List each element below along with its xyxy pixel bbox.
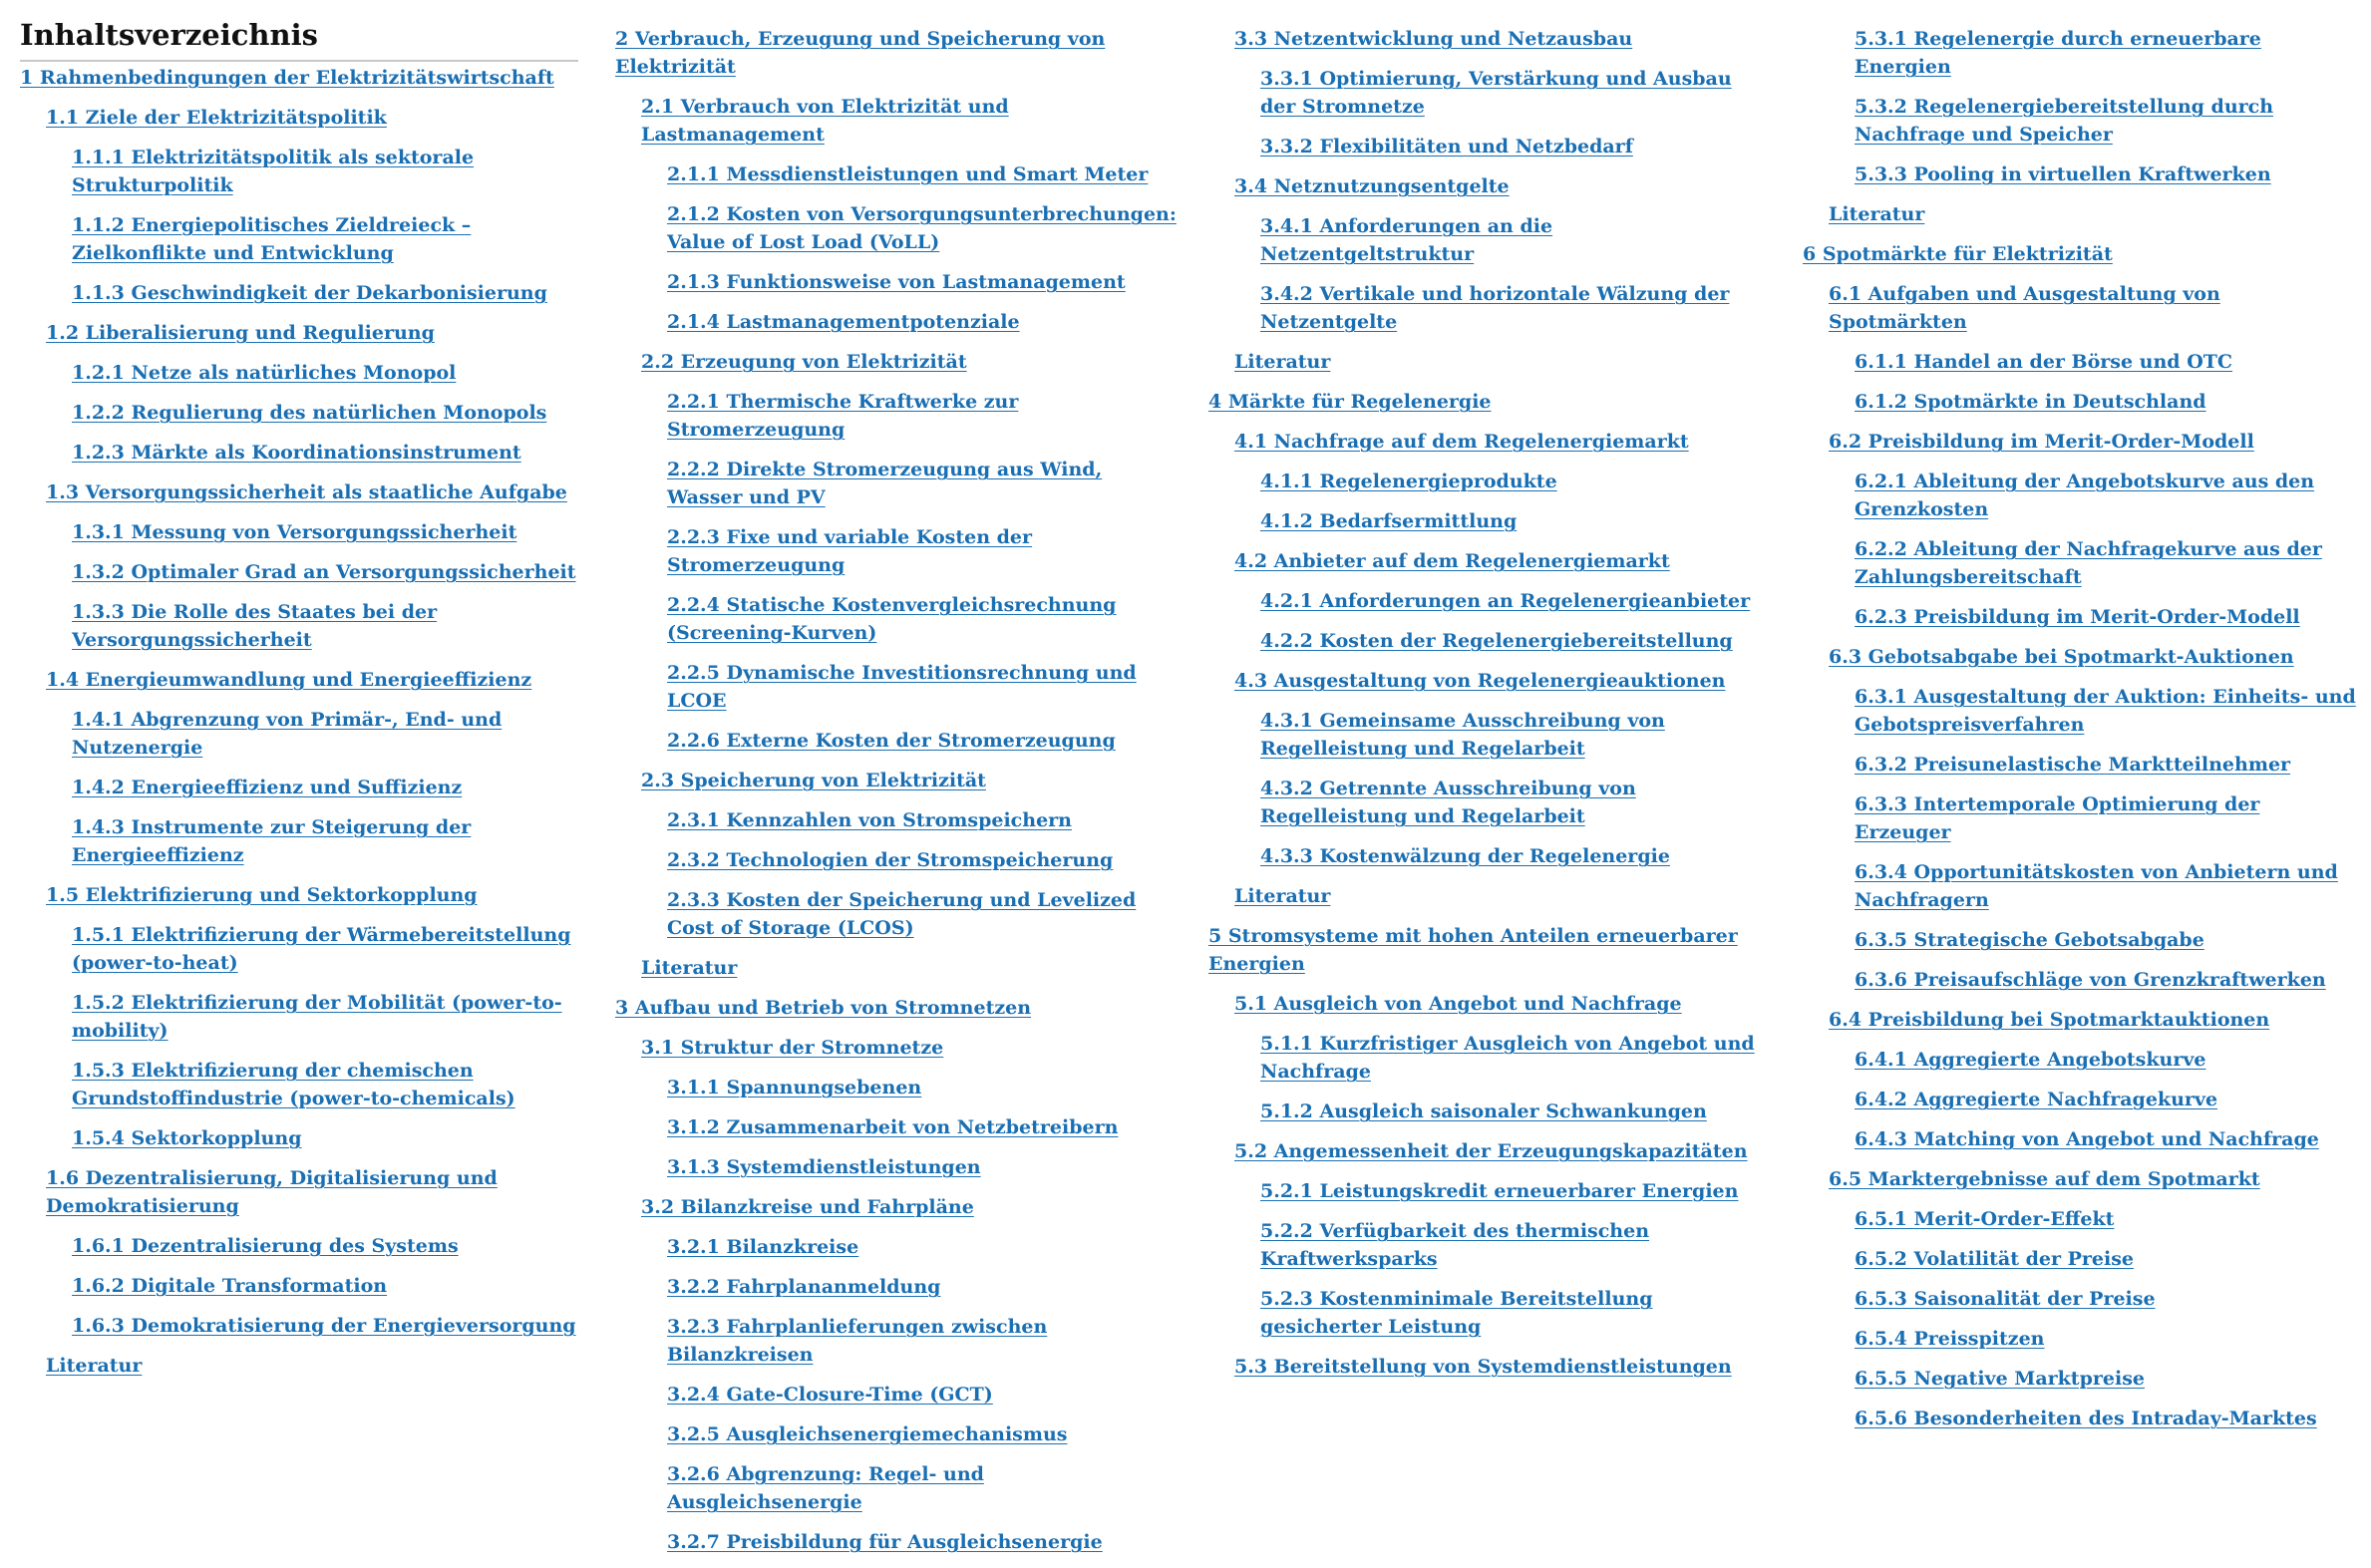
toc-entry — [1803, 240, 2361, 268]
toc-link-level-3[interactable]: 5.3.2 Regelenergiebereitstellung durch Nachfrage und Speicher — [1855, 96, 2274, 146]
toc-column-4 — [1803, 0, 2361, 1444]
toc-entry — [1803, 160, 2361, 188]
toc-entry — [1208, 1217, 1772, 1273]
toc-link-level-2[interactable]: 4.1 Nachfrage auf dem Regelenergiemarkt — [1234, 431, 1689, 453]
toc-entry — [615, 456, 1179, 511]
toc-entry — [615, 1528, 1179, 1556]
toc-link-level-2[interactable]: 5.2 Angemessenheit der Erzeugungskapazitäten — [1234, 1140, 1748, 1162]
toc-link-level-3[interactable]: 2.3.1 Kennzahlen von Stromspeichern — [667, 809, 1072, 831]
toc-entry — [20, 666, 578, 694]
toc-link-level-3[interactable]: 2.1.1 Messdienstleistungen und Smart Meter — [667, 163, 1149, 185]
toc-entry — [1208, 1353, 1772, 1381]
toc-link-level-2[interactable]: 6.2 Preisbildung im Merit-Order-Modell — [1829, 431, 2254, 453]
toc-link-level-3[interactable]: 4.2.2 Kosten der Regelenergiebereitstellung — [1260, 630, 1733, 652]
toc-link-level-3[interactable]: 3.2.2 Fahrplananmeldung — [667, 1276, 941, 1298]
toc-entry — [1208, 667, 1772, 695]
toc-link-level-3[interactable]: 3.4.1 Anforderungen an die Netzentgeltstruktur — [1260, 215, 1553, 265]
toc-entry — [1803, 428, 2361, 456]
toc-entry — [1803, 1205, 2361, 1233]
toc-link-level-3[interactable]: 6.2.2 Ableitung der Nachfragekurve aus der Zahlungsbereitschaft — [1855, 538, 2322, 588]
toc-link-level-3[interactable]: 6.5.4 Preisspitzen — [1855, 1328, 2045, 1350]
toc-entry — [615, 727, 1179, 755]
toc-entry — [20, 211, 578, 267]
toc-link-level-2[interactable]: 2.2 Erzeugung von Elektrizität — [641, 351, 967, 373]
toc-list — [1803, 25, 2361, 1432]
toc-link-level-3[interactable]: 6.4.3 Matching von Angebot und Nachfrage — [1855, 1128, 2319, 1150]
toc-column-3 — [1208, 0, 1772, 1393]
toc-link-level-3[interactable]: 3.2.1 Bilanzkreise — [667, 1236, 859, 1258]
toc-link-level-1[interactable]: 2 Verbrauch, Erzeugung und Speicherung von Elektrizität — [615, 28, 1106, 78]
toc-entry — [20, 1312, 578, 1340]
toc-entry — [615, 1193, 1179, 1221]
toc-link-level-3[interactable]: 6.3.3 Intertemporale Optimierung der Erzeuger — [1855, 793, 2260, 843]
toc-entry — [1803, 25, 2361, 81]
toc-link-level-2[interactable]: 3.1 Struktur der Stromnetze — [641, 1037, 944, 1059]
toc-link-level-3[interactable]: 1.6.3 Demokratisierung der Energieversorgung — [72, 1314, 576, 1337]
toc-link-level-3[interactable]: 3.2.7 Preisbildung für Ausgleichsenergie — [667, 1531, 1103, 1553]
toc-link-level-1[interactable]: 1 Rahmenbedingungen der Elektrizitätswirtschaft — [20, 66, 554, 89]
toc-link-level-3[interactable]: 2.2.2 Direkte Stromerzeugung aus Wind, Wasser und PV — [667, 459, 1103, 508]
toc-link-level-3[interactable]: 5.2.2 Verfügbarkeit des thermischen Kraftwerksparks — [1260, 1220, 1650, 1270]
toc-entry — [615, 1460, 1179, 1516]
toc-link-level-3[interactable]: 1.5.1 Elektrifizierung der Wärmebereitstellung (power-to-heat) — [72, 923, 571, 974]
toc-entry — [1208, 280, 1772, 336]
toc-link-level-3[interactable]: 4.3.1 Gemeinsame Ausschreibung von Regelleistung und Regelarbeit — [1260, 710, 1665, 760]
toc-link-level-2[interactable]: 1.1 Ziele der Elektrizitätspolitik — [46, 106, 387, 129]
toc-link-level-3[interactable]: 2.1.2 Kosten von Versorgungsunterbrechungen: Value of Lost Load (VoLL) — [667, 203, 1177, 253]
toc-link-level-3[interactable]: 1.4.1 Abgrenzung von Primär-, End- und Nutzenergie — [72, 708, 503, 759]
toc-link-level-3[interactable]: 1.3.1 Messung von Versorgungssicherheit — [72, 520, 517, 543]
toc-link-level-3[interactable]: 6.3.6 Preisaufschläge von Grenzkraftwerken — [1855, 969, 2326, 991]
toc-link-level-3[interactable]: 2.2.1 Thermische Kraftwerke zur Stromerzeugung — [667, 391, 1019, 441]
toc-entry — [20, 1232, 578, 1260]
toc-entry — [1803, 388, 2361, 416]
toc-entry — [1208, 1030, 1772, 1086]
toc-entry — [1208, 507, 1772, 535]
toc-entry — [1803, 1165, 2361, 1193]
toc-entry — [20, 518, 578, 546]
toc-entry — [1803, 280, 2361, 336]
toc-entry — [615, 1153, 1179, 1181]
toc-entry — [615, 846, 1179, 874]
toc-link-level-3[interactable]: 5.2.1 Leistungskredit erneuerbarer Energien — [1260, 1180, 1739, 1202]
toc-link-level-3[interactable]: 1.2.2 Regulierung des natürlichen Monopols — [72, 401, 547, 424]
toc-entry — [1803, 683, 2361, 739]
toc-link-level-3[interactable]: 6.5.3 Saisonalität der Preise — [1855, 1288, 2156, 1310]
toc-link-level-3[interactable]: 6.5.2 Volatilität der Preise — [1855, 1248, 2134, 1270]
toc-entry — [615, 348, 1179, 376]
toc-entry — [615, 160, 1179, 188]
toc-link-level-3[interactable]: 5.1.2 Ausgleich saisonaler Schwankungen — [1260, 1100, 1707, 1122]
toc-link-level-3[interactable]: 3.1.3 Systemdienstleistungen — [667, 1156, 981, 1178]
toc-link-level-3[interactable]: 3.2.3 Fahrplanlieferungen zwischen Bilanzkreisen — [667, 1316, 1048, 1366]
toc-entry — [20, 1272, 578, 1300]
toc-entry — [20, 1124, 578, 1152]
toc-entry — [1803, 468, 2361, 523]
toc-link-level-3[interactable]: 3.4.2 Vertikale und horizontale Wälzung der Netzentgelte — [1260, 283, 1730, 333]
toc-link-level-2[interactable]: 1.3 Versorgungssicherheit als staatliche Aufgabe — [46, 480, 567, 503]
toc-entry — [1803, 1086, 2361, 1113]
toc-entry — [1803, 535, 2361, 591]
toc-entry — [1208, 922, 1772, 978]
toc-link-level-1[interactable]: 6 Spotmärkte für Elektrizität — [1803, 243, 2113, 265]
toc-entry — [1208, 1098, 1772, 1125]
toc-entry — [20, 881, 578, 909]
toc-entry — [1208, 388, 1772, 416]
toc-link-level-3[interactable]: 3.2.5 Ausgleichsenergiemechanismus — [667, 1423, 1068, 1445]
toc-link-level-2[interactable]: 4.3 Ausgestaltung von Regelenergieauktionen — [1234, 670, 1726, 692]
toc-entry — [20, 813, 578, 869]
toc-entry — [615, 1233, 1179, 1261]
toc-list — [20, 64, 578, 1380]
toc-link-level-1[interactable]: 3 Aufbau und Betrieb von Stromnetzen — [615, 997, 1032, 1019]
toc-link-level-3[interactable]: 1.1.1 Elektrizitätspolitik als sektorale Strukturpolitik — [72, 146, 475, 196]
toc-link-level-3[interactable]: 1.4.2 Energieeffizienz und Suffizienz — [72, 776, 463, 798]
toc-link-level-2[interactable]: 5.3 Bereitstellung von Systemdienstleistungen — [1234, 1356, 1732, 1378]
toc-link-level-2[interactable]: 5.1 Ausgleich von Angebot und Nachfrage — [1234, 993, 1682, 1015]
toc-column-2 — [615, 0, 1179, 1568]
toc-link-level-3[interactable]: 6.5.5 Negative Marktpreise — [1855, 1368, 2145, 1390]
toc-entry — [20, 144, 578, 199]
toc-link-level-3[interactable]: 1.1.3 Geschwindigkeit der Dekarbonisierung — [72, 281, 547, 304]
toc-link-level-3[interactable]: 5.3.1 Regelenergie durch erneuerbare Energien — [1855, 28, 2261, 78]
toc-link-level-2[interactable]: Literatur — [46, 1354, 143, 1377]
toc-entry — [1803, 200, 2361, 228]
toc-entry — [615, 806, 1179, 834]
toc-entry — [615, 25, 1179, 81]
toc-entry — [1803, 643, 2361, 671]
toc-entry — [20, 359, 578, 387]
toc-entry — [1208, 468, 1772, 495]
toc-entry — [20, 921, 578, 977]
toc-entry — [1803, 790, 2361, 846]
toc-entry — [20, 104, 578, 132]
toc-link-level-2[interactable]: 1.4 Energieumwandlung und Energieeffizienz — [46, 668, 532, 691]
toc-link-level-3[interactable]: 2.2.3 Fixe und variable Kosten der Stromerzeugung — [667, 526, 1033, 576]
toc-entry — [1803, 966, 2361, 994]
toc-link-level-3[interactable]: 1.6.2 Digitale Transformation — [72, 1274, 388, 1297]
toc-link-level-2[interactable]: 3.3 Netzentwicklung und Netzausbau — [1234, 28, 1633, 50]
toc-entry — [615, 886, 1179, 942]
toc-entry — [1208, 1137, 1772, 1165]
toc-entry — [615, 388, 1179, 444]
toc-link-level-3[interactable]: 6.4.1 Aggregierte Angebotskurve — [1855, 1049, 2206, 1071]
toc-entry — [20, 989, 578, 1045]
toc-entry — [1208, 842, 1772, 870]
toc-link-level-3[interactable]: 1.2.1 Netze als natürliches Monopol — [72, 361, 457, 384]
toc-link-level-3[interactable]: 3.2.6 Abgrenzung: Regel- und Ausgleichsenergie — [667, 1463, 984, 1513]
toc-entry — [1803, 348, 2361, 376]
toc-link-level-2[interactable]: 3.4 Netznutzungsentgelte — [1234, 175, 1510, 197]
toc-entry — [20, 478, 578, 506]
toc-link-level-3[interactable]: 3.3.2 Flexibilitäten und Netzbedarf — [1260, 136, 1633, 157]
toc-entry — [20, 319, 578, 347]
toc-entry — [615, 1034, 1179, 1062]
toc-link-level-2[interactable]: 1.5 Elektrifizierung und Sektorkopplung — [46, 883, 478, 906]
toc-entry — [615, 591, 1179, 647]
toc-link-level-3[interactable]: 1.5.2 Elektrifizierung der Mobilität (power-to-mobility) — [72, 991, 562, 1042]
toc-entry — [20, 439, 578, 467]
toc-entry — [20, 706, 578, 762]
toc-entry — [615, 523, 1179, 579]
toc-link-level-3[interactable]: 4.2.1 Anforderungen an Regelenergieanbieter — [1260, 590, 1751, 612]
toc-link-level-2[interactable]: 6.4 Preisbildung bei Spotmarktauktionen — [1829, 1009, 2270, 1031]
toc-link-level-3[interactable]: 2.2.6 Externe Kosten der Stromerzeugung — [667, 730, 1116, 752]
toc-entry — [615, 994, 1179, 1022]
toc-link-level-3[interactable]: 6.3.4 Opportunitätskosten von Anbietern und Nachfragern — [1855, 861, 2338, 911]
toc-link-level-3[interactable]: 6.4.2 Aggregierte Nachfragekurve — [1855, 1089, 2218, 1110]
toc-link-level-3[interactable]: 4.3.2 Getrennte Ausschreibung von Regelleistung und Regelarbeit — [1260, 778, 1636, 827]
toc-entry — [615, 767, 1179, 794]
toc-entry — [20, 1352, 578, 1380]
toc-entry — [1208, 707, 1772, 763]
toc-link-level-3[interactable]: 1.4.3 Instrumente zur Steigerung der Energieeffizienz — [72, 815, 472, 866]
toc-link-level-3[interactable]: 2.2.4 Statische Kostenvergleichsrechnung (Screening-Kurven) — [667, 594, 1117, 644]
toc-entry — [615, 93, 1179, 149]
toc-entry — [1803, 1245, 2361, 1273]
toc-link-level-2[interactable]: 6.3 Gebotsabgabe bei Spotmarkt-Auktionen — [1829, 646, 2294, 668]
toc-entry — [20, 1057, 578, 1112]
toc-link-level-3[interactable]: 6.5.1 Merit-Order-Effekt — [1855, 1208, 2115, 1230]
toc-link-level-3[interactable]: 4.1.1 Regelenergieprodukte — [1260, 470, 1557, 492]
toc-link-level-3[interactable]: 3.1.1 Spannungsebenen — [667, 1077, 922, 1098]
toc-entry — [1803, 1125, 2361, 1153]
toc-entry — [1208, 1177, 1772, 1205]
toc-entry — [615, 1381, 1179, 1409]
toc-link-level-2[interactable]: 1.6 Dezentralisierung, Digitalisierung und Demokratisierung — [46, 1166, 498, 1217]
toc-entry — [1803, 1046, 2361, 1074]
toc-entry — [1803, 93, 2361, 149]
toc-entry — [615, 268, 1179, 296]
toc-entry — [615, 659, 1179, 715]
toc-entry — [20, 774, 578, 801]
toc-list — [1208, 25, 1772, 1381]
toc-link-level-3[interactable]: 2.1.4 Lastmanagementpotenziale — [667, 311, 1020, 333]
toc-link-level-3[interactable]: 1.5.3 Elektrifizierung der chemischen Grundstoffindustrie (power-to-chemicals) — [72, 1059, 515, 1109]
toc-link-level-3[interactable]: 2.2.5 Dynamische Investitionsrechnung und LCOE — [667, 662, 1137, 712]
toc-link-level-3[interactable]: 6.1.2 Spotmärkte in Deutschland — [1855, 391, 2206, 413]
toc-link-level-3[interactable]: 1.1.2 Energiepolitisches Zieldreieck – Zielkonflikte und Entwicklung — [72, 213, 472, 264]
toc-entry — [1803, 1325, 2361, 1353]
toc-entry — [1803, 1365, 2361, 1393]
toc-link-level-2[interactable]: 2.1 Verbrauch von Elektrizität und Lastmanagement — [641, 96, 1009, 146]
toc-link-level-3[interactable]: 6.3.5 Strategische Gebotsabgabe — [1855, 929, 2204, 951]
toc-link-level-3[interactable]: 6.2.1 Ableitung der Angebotskurve aus den Grenzkosten — [1855, 470, 2315, 520]
toc-entry — [1208, 775, 1772, 830]
toc-link-level-2[interactable]: 6.5 Marktergebnisse auf dem Spotmarkt — [1829, 1168, 2260, 1190]
toc-entry — [1208, 172, 1772, 200]
toc-link-level-3[interactable]: 6.2.3 Preisbildung im Merit-Order-Modell — [1855, 606, 2300, 628]
toc-link-level-3[interactable]: 6.5.6 Besonderheiten des Intraday-Marktes — [1855, 1408, 2317, 1429]
toc-entry — [1803, 1006, 2361, 1034]
toc-link-level-3[interactable]: 1.3.2 Optimaler Grad an Versorgungssicherheit — [72, 560, 576, 583]
toc-link-level-3[interactable]: 2.3.3 Kosten der Speicherung und Levelized Cost of Storage (LCOS) — [667, 889, 1137, 939]
toc-link-level-3[interactable]: 1.3.3 Die Rolle des Staates bei der Versorgungssicherheit — [72, 600, 438, 651]
toc-link-level-2[interactable]: Literatur — [1234, 885, 1331, 907]
toc-link-level-3[interactable]: 4.3.3 Kostenwälzung der Regelenergie — [1260, 845, 1670, 867]
toc-entry — [1208, 212, 1772, 268]
toc-entry — [615, 308, 1179, 336]
toc-link-level-2[interactable]: Literatur — [641, 957, 738, 979]
toc-link-level-3[interactable]: 3.1.2 Zusammenarbeit von Netzbetreibern — [667, 1116, 1119, 1138]
toc-entry — [615, 1074, 1179, 1101]
toc-entry — [615, 954, 1179, 982]
toc-entry — [1208, 990, 1772, 1018]
toc-entry — [20, 1164, 578, 1220]
toc-link-level-3[interactable]: 1.6.1 Dezentralisierung des Systems — [72, 1234, 459, 1257]
toc-entry — [615, 200, 1179, 256]
toc-link-level-3[interactable]: 2.1.3 Funktionsweise von Lastmanagement — [667, 271, 1126, 293]
toc-link-level-3[interactable]: 5.1.1 Kurzfristiger Ausgleich von Angebot und Nachfrage — [1260, 1033, 1755, 1083]
toc-entry — [1803, 1285, 2361, 1313]
toc-column-1 — [20, 0, 578, 1392]
toc-link-level-2[interactable]: 3.2 Bilanzkreise und Fahrpläne — [641, 1196, 974, 1218]
toc-entry — [1803, 1405, 2361, 1432]
toc-link-level-3[interactable]: 1.5.4 Sektorkopplung — [72, 1126, 302, 1149]
toc-link-level-2[interactable]: 2.3 Speicherung von Elektrizität — [641, 770, 986, 791]
toc-entry — [1803, 603, 2361, 631]
toc-entry — [1208, 348, 1772, 376]
toc-link-level-3[interactable]: 6.3.2 Preisunelastische Marktteilnehmer — [1855, 754, 2291, 776]
toc-entry — [1803, 751, 2361, 779]
toc-entry — [615, 1420, 1179, 1448]
toc-entry — [20, 64, 578, 92]
toc-link-level-2[interactable]: Literatur — [1829, 203, 1925, 225]
toc-link-level-3[interactable]: 5.2.3 Kostenminimale Bereitstellung gesicherter Leistung — [1260, 1288, 1653, 1338]
toc-link-level-3[interactable]: 4.1.2 Bedarfsermittlung — [1260, 510, 1518, 532]
toc-entry — [1208, 65, 1772, 121]
toc-entry — [20, 598, 578, 654]
toc-entry — [615, 1273, 1179, 1301]
toc-entry — [1208, 627, 1772, 655]
toc-list — [615, 25, 1179, 1556]
toc-link-level-1[interactable]: 4 Märkte für Regelenergie — [1208, 391, 1492, 413]
toc-entry — [615, 1313, 1179, 1369]
toc-entry — [615, 1113, 1179, 1141]
toc-link-level-2[interactable]: 1.2 Liberalisierung und Regulierung — [46, 321, 435, 344]
toc-entry — [1208, 428, 1772, 456]
toc-link-level-3[interactable]: 6.1.1 Handel an der Börse und OTC — [1855, 351, 2233, 373]
toc-link-level-2[interactable]: 4.2 Anbieter auf dem Regelenergiemarkt — [1234, 550, 1670, 572]
toc-entry — [1208, 1285, 1772, 1341]
toc-link-level-1[interactable]: 5 Stromsysteme mit hohen Anteilen erneuerbarer Energien — [1208, 925, 1738, 975]
toc-link-level-3[interactable]: 3.2.4 Gate-Closure-Time (GCT) — [667, 1384, 993, 1406]
toc-entry — [20, 558, 578, 586]
toc-entry — [1803, 858, 2361, 914]
toc-entry — [1803, 926, 2361, 954]
toc-entry — [20, 279, 578, 307]
toc-link-level-3[interactable]: 6.3.1 Ausgestaltung der Auktion: Einheits- und Gebotspreisverfahren — [1855, 686, 2356, 736]
toc-entry — [1208, 25, 1772, 53]
toc-link-level-3[interactable]: 5.3.3 Pooling in virtuellen Kraftwerken — [1855, 163, 2271, 185]
toc-entry — [20, 399, 578, 427]
toc-link-level-2[interactable]: Literatur — [1234, 351, 1331, 373]
page-title: Inhaltsverzeichnis — [20, 18, 578, 62]
toc-entry — [1208, 587, 1772, 615]
toc-link-level-3[interactable]: 1.2.3 Märkte als Koordinationsinstrument — [72, 441, 521, 464]
toc-link-level-2[interactable]: 6.1 Aufgaben und Ausgestaltung von Spotmärkten — [1829, 283, 2220, 333]
toc-entry — [1208, 133, 1772, 160]
toc-entry — [1208, 547, 1772, 575]
toc-entry — [1208, 882, 1772, 910]
toc-link-level-3[interactable]: 2.3.2 Technologien der Stromspeicherung — [667, 849, 1114, 871]
toc-link-level-3[interactable]: 3.3.1 Optimierung, Verstärkung und Ausbau der Stromnetze — [1260, 68, 1732, 118]
